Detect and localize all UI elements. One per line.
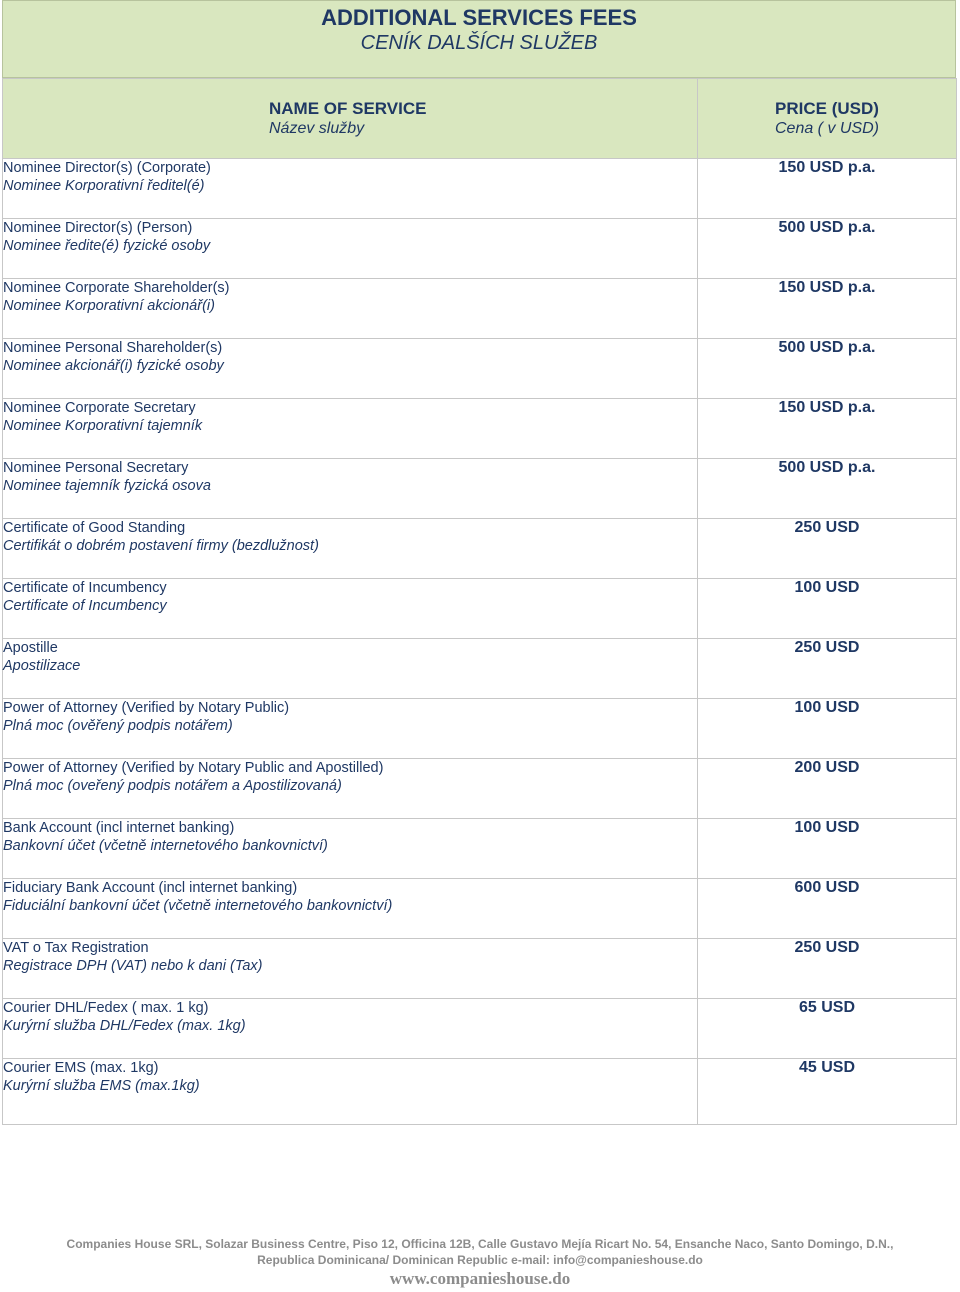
service-name-cz: Plná moc (oveřený podpis notářem a Apostilizovaná) (3, 778, 342, 794)
service-name-cz: Nominee ředite(é) fyzické osoby (3, 238, 211, 254)
service-name-en: Courier DHL/Fedex ( max. 1 kg) (3, 1000, 209, 1016)
table-row (3, 939, 957, 999)
service-name-en: Nominee Director(s) (Person) (3, 220, 193, 236)
page-title: ADDITIONAL SERVICES FEES (321, 5, 637, 30)
service-name-cz: Apostilizace (3, 658, 81, 674)
service-cell (3, 759, 698, 819)
title-bar (2, 0, 956, 78)
page-title-czech: CENÍK DALŠÍCH SLUŽEB (360, 32, 598, 54)
table-row (3, 639, 957, 699)
service-cell (3, 879, 698, 939)
table-row (3, 579, 957, 639)
service-name-en: Bank Account (incl internet banking) (3, 820, 235, 836)
column-header-service-cz: Název služby (269, 120, 365, 137)
service-name-en: Fiduciary Bank Account (incl internet banking) (3, 880, 298, 896)
service-name-en: Nominee Director(s) (Corporate) (3, 160, 211, 176)
service-name-cz: Plná moc (ověřený podpis notářem) (3, 718, 233, 734)
price-cell: 600 USD (698, 879, 957, 939)
table-row (3, 819, 957, 879)
service-name-cz: Bankovní účet (včetně internetového bankovnictví) (3, 838, 328, 854)
table-row (3, 219, 957, 279)
fees-table (2, 78, 957, 1125)
price-cell: 65 USD (698, 999, 957, 1059)
footer-address: Companies House SRL, Solazar Business Centre, Piso 12, Officina 12B, Calle Gustavo Mejía Ricart No. 54, Ensanche Naco, Santo Domingo, D.N., (66, 1237, 894, 1251)
service-cell (3, 339, 698, 399)
column-header-price (698, 79, 957, 159)
table-row (3, 279, 957, 339)
service-cell (3, 699, 698, 759)
price-cell: 150 USD p.a. (698, 279, 957, 339)
service-cell (3, 219, 698, 279)
table-row (3, 759, 957, 819)
price-cell: 100 USD (698, 699, 957, 759)
service-cell (3, 1059, 698, 1125)
table-row (3, 879, 957, 939)
service-name-en: Power of Attorney (Verified by Notary Public and Apostilled) (3, 760, 384, 776)
service-name-cz: Certificate of Incumbency (3, 598, 167, 614)
table-row (3, 1059, 957, 1125)
table-row (3, 159, 957, 219)
table-body (3, 159, 957, 1125)
price-cell: 45 USD (698, 1059, 957, 1125)
service-cell (3, 579, 698, 639)
service-cell (3, 279, 698, 339)
price-cell: 500 USD p.a. (698, 459, 957, 519)
price-cell: 250 USD (698, 639, 957, 699)
service-name-en: Power of Attorney (Verified by Notary Public) (3, 700, 290, 716)
service-name-cz: Nominee akcionář(i) fyzické osoby (3, 358, 224, 374)
service-name-en: Nominee Personal Secretary (3, 460, 189, 476)
column-header-service (3, 79, 698, 159)
column-header-service-en: NAME OF SERVICE (269, 99, 427, 118)
service-cell (3, 939, 698, 999)
service-cell (3, 819, 698, 879)
price-cell: 100 USD (698, 579, 957, 639)
price-cell: 250 USD (698, 939, 957, 999)
price-cell: 250 USD (698, 519, 957, 579)
service-cell (3, 639, 698, 699)
service-name-cz: Kurýrní služba DHL/Fedex (max. 1kg) (3, 1018, 246, 1034)
price-cell: 100 USD (698, 819, 957, 879)
table-row (3, 999, 957, 1059)
service-name-en: Nominee Corporate Shareholder(s) (3, 280, 230, 296)
price-cell: 500 USD p.a. (698, 339, 957, 399)
service-cell (3, 159, 698, 219)
service-name-cz: Certifikát o dobrém postavení firmy (bezdlužnost) (3, 538, 319, 554)
price-cell: 200 USD (698, 759, 957, 819)
column-header-price-en: PRICE (USD) (775, 99, 879, 118)
service-name-cz: Nominee Korporativní ředitel(é) (3, 178, 205, 194)
table-row (3, 339, 957, 399)
service-cell (3, 459, 698, 519)
price-cell: 500 USD p.a. (698, 219, 957, 279)
service-name-cz: Kurýrní služba EMS (max.1kg) (3, 1078, 200, 1094)
service-name-en: Courier EMS (max. 1kg) (3, 1060, 159, 1076)
service-name-cz: Nominee tajemník fyzická osova (3, 478, 211, 494)
service-name-en: Certificate of Incumbency (3, 580, 167, 596)
service-cell (3, 519, 698, 579)
service-name-en: VAT o Tax Registration (3, 940, 149, 956)
service-name-cz: Registrace DPH (VAT) nebo k dani (Tax) (3, 958, 263, 974)
service-cell (3, 999, 698, 1059)
table-row (3, 459, 957, 519)
price-cell: 150 USD p.a. (698, 159, 957, 219)
table-row (3, 699, 957, 759)
service-name-cz: Nominee Korporativní tajemník (3, 418, 203, 434)
service-cell (3, 399, 698, 459)
column-header-price-cz: Cena ( v USD) (774, 120, 880, 137)
table-header-row (3, 79, 957, 159)
service-name-en: Certificate of Good Standing (3, 520, 186, 536)
footer-website-link[interactable]: www.companieshouse.do (389, 1269, 571, 1288)
service-name-en: Apostille (3, 640, 58, 656)
fees-sheet (2, 0, 956, 1125)
price-cell: 150 USD p.a. (698, 399, 957, 459)
footer-contact: Republica Dominicana/ Dominican Republic e-mail: info@companieshouse.do (257, 1253, 703, 1267)
service-name-cz: Fiduciální bankovní účet (včetně internetového bankovnictví) (3, 898, 393, 914)
table-row (3, 399, 957, 459)
service-name-en: Nominee Corporate Secretary (3, 400, 196, 416)
service-name-cz: Nominee Korporativní akcionář(i) (3, 298, 215, 314)
table-row (3, 519, 957, 579)
service-name-en: Nominee Personal Shareholder(s) (3, 340, 223, 356)
